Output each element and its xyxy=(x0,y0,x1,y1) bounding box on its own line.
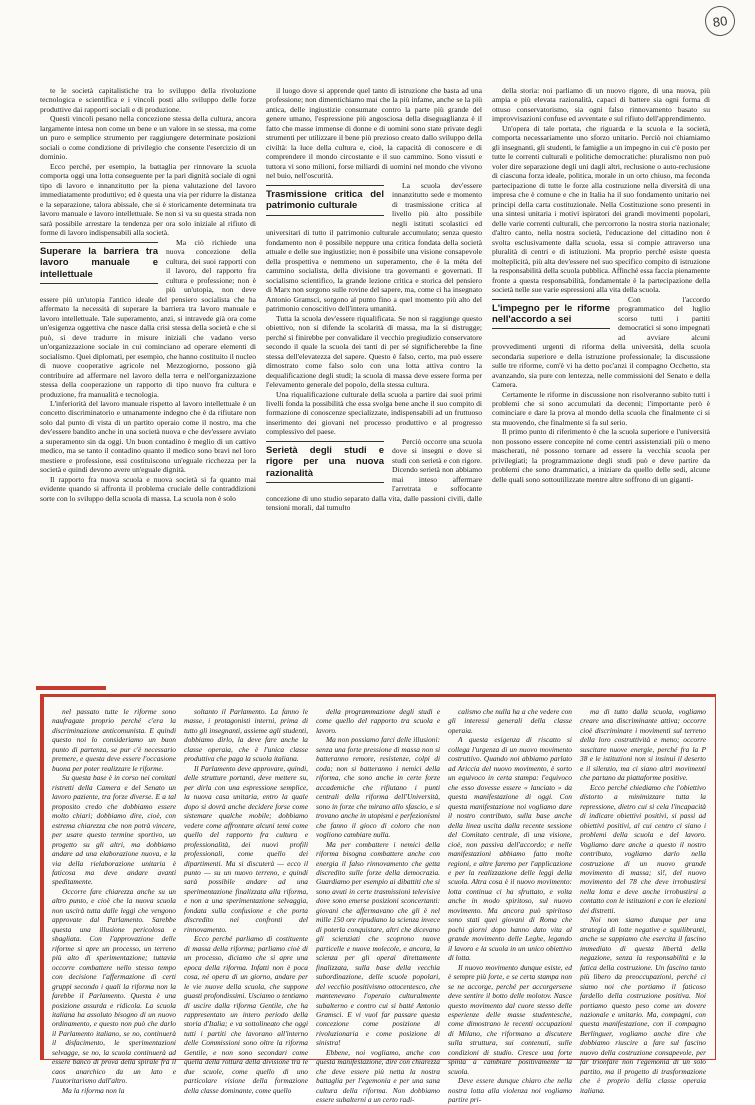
paragraph: Ecco perché, per esempio, la battaglia per rinnovare la scuola comporta oggi una lotta conseguente per la pari dignità sociale di ogni tipo di lavoro e innanzitutto per la piena valutazione del lavoro immediatamente produttivo; ed è questa una via per ridurre la distanza e la separazione, talora abissale, che si è storicamente determinata tra lavoro manuale e lavoro intellettuale. Se non si va su questa strada non sarà possibile arrestare la tendenza per ora solo iniziale al rifiuto di forme di lavoro indispensabili alla società. xyxy=(40,161,256,238)
paragraph: Occorre fare chiarezza anche su un altro punto, e cioè che la nuova scuola non uscirà tutta dalle leggi che vengono approvate dal Parlamento. Sarebbe questa una illusione pericolosa e sbagliata. Con l'approvazione delle riforme si apre un processo, un terreno più alto di sperimentazione; tuttavia occorre combattere nello stesso tempo con decisione l'affermazione di certi gruppi secondo i quali la riforma non la farebbe il Parlamento. Questa è una posizione assurda e ridicola. La scuola italiana ha assoluto bisogno di un nuovo ordinamento, e questo non può che darlo il Parlamento italiano, se no, continuerà il disfacimento, le sperimentazioni selvagge, se no, la scuola continuerà ad essere banco di prova della spirale fra il caos anarchico da un lato e l'autoritarismo dall'altro. xyxy=(52,886,176,1086)
paragraph: nel passato tutte le riforme sono naufragate proprio perché c'era la discriminazione anticomunista. E quindi questo noi lo consideriamo un buon punto di partenza, se pur c'è necessario premere, e questa deve essere l'occasione buona per poter realizzare le riforme. xyxy=(52,707,176,773)
paragraph: te le società capitalistiche tra lo sviluppo della rivoluzione tecnologica e scientifica e i vincoli posti allo sviluppo delle forze produttive dai rapporti sociali e di produzione. xyxy=(40,86,256,114)
paragraph: Il primo punto di riferimento è che la scuola superiore e l'università non possono essere concepite né come centri assistenziali più o meno mascherati, né possono tornare ad essere la vecchia scuola per privilegiati; la programmazione degli studi può e deve partire da problemi che sono drammatici, a iniziare da quello delle sedi, alcune delle quali sono sottoutilizzate mentre altre soffrono di un giganti- xyxy=(492,427,710,484)
paragraph: Il nuovo movimento dunque esiste, ed è sempre più forte, e se certa stampa non se ne accorge, perché per accorgersene deve sentire il botto delle molotov. Nasce questo movimento dal cuore stesso delle esperienze delle masse studentesche, come dimostrano le recenti occupazioni di Milano, che riformano a discutere sulla struttura, sui contenuti, sulle condizioni di studio. Cresce una forte spinta a cambiare positivamente la scuola. xyxy=(448,962,572,1076)
paragraph: Ma non possiamo farci delle illusioni: senza una forte pressione di massa non si batteranno remore, resistenze, colpi di coda; non si batteranno i nemici della riforma, che sono anche in certe forze accademiche che rifiutano i punti centrali della riforma dell'Università, sono in forze che mirano allo sfascio, e si trovano anche in utopismi e perfezionismi che fanno il gioco di coloro che non vogliono cambiare nulla. xyxy=(316,735,440,840)
paragraph: Ma la riforma non la xyxy=(62,1085,125,1095)
lower-column-2 xyxy=(184,707,308,1095)
paragraph: il luogo dove si apprende quel tanto di istruzione che basta ad una professione; non dimentichiamo mai che la più infame, anche se la più antica, delle ingiustizie consumate contro la parte più grande del genere umano, l'espressione più angosciosa della diseguaglianza è il fatto che masse immense di donne e di uomini sono state private degli strumenti per utilizzare il bene più prezioso creato dallo sviluppo della civiltà: la luce della cultura e, cioè, la capacità di conoscere e di comprendere il mondo circostante e il suo cammino. Sono vissuti e tuttora vi sono milioni, forse miliardi di uomini nel mondo che vivono nel buio, nell'oscurità. xyxy=(266,86,482,181)
paragraph: Ebbene, noi vogliamo, anche con questa manifestazione, dire con chiarezza che deve essere più netta la nostra battaglia per l'egemonia e per una sana cultura della riforma. Non dobbiamo essere subalterni a un certo radi- xyxy=(316,1047,440,1105)
paragraph: ma di tutto dalla scuola, vogliamo creare una discriminante attiva; occorre cioè discriminare i movimenti sul terreno della loro costruttività e meno; occorre suscitare nuove energie, perché fra la P 38 e le istituzioni non si insinui il deserto e il silenzio, ma ci siano altri movimenti che partano da piattaforme positive. xyxy=(580,707,706,783)
paragraph: Su questa base è in corso nei comitati ristretti della Camera e del Senato un lavoro paziente, tra forze diverse. E a tal proposito credo che dobbiamo essere molto chiari; dobbiamo dire, cioè, con estrema chiarezza che non potrà vincere, per usare questo termine sportivo, un progetto su gli altri, ma dobbiamo andare ad una elaborazione nuova, e la via della rielaborazione unitaria è faticosa ma deve andare avanti speditamente. xyxy=(52,773,176,887)
paragraph: Noi non siamo dunque per una strategia di lotte negative e squilibranti, anche se sappiamo che esercita il fascino immediato di questa libertà della negazione, senza la responsabilità e la fatica della costruzione. Un fascino tanto più libero da preoccupazioni, perché ci siamo noi che portiamo il faticoso fardello della costruzione positiva. Noi portiamo questo peso come un dovere nazionale e unitario. Ma, compagni, con questa manifestazione, con il compagno Berlinguer, vogliamo anche dire che dobbiamo riuscire a fare sul fascino nuovo della costruzione consapevole, per far trionfare non l'egemonia di un solo partito, ma il progetto di trasformazione che è proprio della classe operaia italiana. xyxy=(580,915,706,1095)
paragraph: Questi vincoli pesano nella concezione stessa della cultura, ancora largamente intesa non come un bene e un valore in se stessa, ma come un puro e semplice strumento per raggiungere determinate posizioni sociali o come condizione di privilegio che consente l'esercizio di un dominio. xyxy=(40,114,256,162)
paragraph: Certamente le riforme in discussione non risolveranno subito tutti i problemi che si sono accumulati da decenni; l'importante però è cominciare e dare la prova al mondo della scuola che finalmente ci si sta muovendo, che finalmente si fa sul serio. xyxy=(492,389,710,427)
paragraph: Ma ciò richiede una nuova concezione della cultura, dei suoi rapporti con il lavoro, del rapporto fra cultura e professione; non è più un'utopia, non deve essere più un'utopia l'antico ideale del pensiero socialista che ha affermato la necessità di superare la barriera tra lavoro manuale e lavoro intellettuale. Tale superamento, anzi, si intravede già ora come un'esigenza oggettiva che nasce dalla crisi stessa della società e che si può, si deve tradurre in misure iniziali che vadano verso un'organizzazione sociale in cui cominciano ad operare elementi di socialismo. Quei diplomati, per esempio, che hanno costituito il nucleo di nuove cooperative agricole nel Mezzogiorno, possono già contribuire ad affermare nel lavoro della terra e nell'organizzazione stessa della cooperazione un rapporto di tipo nuovo fra cultura e produzione, fra manualità e tecnologia. xyxy=(40,237,256,399)
red-accent-bar xyxy=(36,686,106,690)
paragraph: Il Parlamento deve approvare, quindi, delle strutture portanti, deve mettere su, per dirla con una espressione semplice, la nuova casa unitaria, entro la quale dopo si dovrà anche decidere forse come sistemare qualche mobile; dobbiamo vedere come affrontare alcuni temi come quello del rapporto fra cultura e professionalità, dei nuovi profili professionali, come quello dei dipartimenti. Ma si discuterà — ecco il punto — su un nuovo terreno, e quindi sarà possibile andare ad una sperimentazione finalizzata alla riforma, e non a una sperimentazione selvaggia, fondata sulla confusione e che porta discredito nei confronti del rinnovamento. xyxy=(184,763,308,934)
boxed-speech-section xyxy=(40,694,716,1105)
paragraph: Con l'accordo programmatico del luglio scorso tutti i partiti democratici si sono impegnati ad avviare alcuni provvedimenti urgenti di riforma della università, della scuola secondaria superiore e della istruzione professionale; la discussione sulle tre riforme, com'è vi ha detto poc'anzi il compagno Occhetto, sta avanzando, sia pure con lentezza, nelle commissioni del Senato e della Camera. xyxy=(492,294,710,390)
paragraph: Un'opera di tale portata, che riguarda e la scuola e la società, comporta necessariamente uno sforzo unitario. Perciò noi chiamiamo gli insegnanti, gli studenti, le famiglie a un impegno in cui c'è posto per tutte le correnti culturali e politiche democratiche: pluralismo non può voler dire separazione degli uni dagli altri, reclusione o auto-reclusione di ciascuna forza ideale, politica, morale in un orto chiuso, ma feconda partecipazione di tutte le forze alla costruzione nella diversità di una impresa che è comune e che in Italia ha il suo fondamento unitario nei principi della carta costituzionale. Nella Costituzione sono presenti in una sintesi unitaria i motivi ispiratori dei grandi movimenti popolari, delle varie correnti culturali, che percorrono la nostra storia nazionale; d'altro canto, nella nostra società, l'educazione del cittadino non è svolta esclusivamente dalla scuola, essa si compie attraverso una pluralità di centri e di istituzioni. Ma proprio perché esiste questa molteplicità, più alta dev'essere nel suo specifico compito di istruzione la responsabilità della scuola pubblica. Affinché essa faccia pienamente fronte a questa responsabilità, fondamentale è la partecipazione della società nelle sue varie espressioni alla vita della scuola. xyxy=(492,123,710,295)
column-2 xyxy=(266,86,482,684)
subheading-manual-intellectual: Superare la barriera tra lavoro manuale e intellettuale xyxy=(40,242,158,284)
paragraph: soltanto il Parlamento. La fanno le masse, i protagonisti interni, prima di tutto gli insegnanti, assieme agli studenti, dobbiamo dirlo, la deve fare anche la classe operaia, che è l'unica classe produttiva che paga la scuola italiana. xyxy=(184,707,308,764)
paragraph: La scuola dev'essere innanzitutto sede e momento di trasmissione critica al livello più alto possibile negli istituti scolastici ed universitari di tutto il patrimonio culturale accumulato; senza questo fondamento non è possibile neppure una critica fondata della società attuale e delle sue ingiustizie; non è possibile una visione consapevole della prospettiva e nemmeno un superamento, che è la méta del cammino socialista, della divisione tra governanti e governati. Il socialismo scientifico, la grande lezione critica e storica del pensiero di Marx non sorgono sulle rovine del sapere, ma, come ci ha insegnato Antonio Gramsci, sorgono al punto fino a quel momento più alto del patrimonio conoscitivo dell'intera umanità. xyxy=(266,180,482,314)
paragraph: della storia: noi parliamo di un nuovo rigore, di una nuova, più ampia e più elevata razionalità, capaci di battere sia ogni forma di ottuso conservatorismo, sia ogni falso rinnovamento basato su improvvisazioni confuse ed avventate e sul rifiuto dell'apprendimento. xyxy=(492,86,710,124)
paragraph: Tutta la scuola dev'essere riqualificata. Se non si raggiunge questo obiettivo, non si difende la scolarità di massa, ma la si distrugge; perché si finirebbe per convalidare il vecchio pregiudizio conservatore secondo il quale la scuola dei tanti di per sé significherebbe la fine stessa dell'elevatezza del sapere. Questo è falso, certo, ma può essere dimostrato come falso solo con una lotta attiva contro la dequalificazione degli studi; la scuola di massa deve essere forma per l'elevamento generale del popolo, della stessa cultura. xyxy=(266,313,482,390)
paragraph: L'inferiorità del lavoro manuale rispetto al lavoro intellettuale è un concetto discriminatorio e umanamente indegno che è da rifiutare non solo dal punto di vista di un partito operaio come il nostro, ma che dev'essere bandito anche in una società nuova e che dev'essere avviato a superamento sin da oggi. Un buon contadino è meglio di un cattivo medico, ma se tanto il contadino quanto il medico sono bravi nel loro mestiere e professione, essi costituiscono un'eguale ricchezza per la società e quindi devono avere un'eguale dignità. xyxy=(40,398,256,475)
paragraph: Il rapporto fra nuova scuola e nuova società si fa quanto mai evidente quando si affronta il problema cruciale delle contraddizioni sorte con lo sviluppo della scuola di massa. La scuola non è solo xyxy=(40,474,256,503)
paragraph: A questa esigenza di riscatto si collega l'urgenza di un nuovo movimento costruttivo. Quando noi abbiamo parlato ad Ariccia del nuovo movimento, è sorto un equivoco in certa stampa: l'equivoco che esso dovesse essere « lanciato » da questa manifestazione di oggi. Con questa manifestazione noi vogliamo dare il nostro contributo, sulla base anche della linea uscita dalla recente sessione del Comitato centrale, di una visione, cioè, non passiva dell'accordo; e nelle manifestazioni abbiamo fatto molte regioni, e altre faremo per l'applicazione e per la realizzazione delle leggi della scuola. Altra cosa è il nuovo movimento: lotta continua ci ha sfruttato, e volta anche in modo spiritoso, sul nuovo movimento. Ma ancora può spiritoso sono stati quei giovani di Roma che pochi giorni dopo hanno dato vita al grande movimento delle Leghe, legando il lavoro e la scuola in un unico obiettivo di lotta. xyxy=(448,735,572,963)
column-3 xyxy=(492,86,710,684)
paragraph: Deve essere dunque chiaro che nella nostra lotta alla violenza noi vogliamo partire pri- xyxy=(448,1076,572,1105)
col1-paragraphs xyxy=(40,86,256,238)
paragraph: Perciò occorre una scuola dove si insegni e dove si studi con serietà e con rigore. Dicendo serietà non abbiamo mai inteso affermare l'arretrata e soffocante concezione di uno studio separato dalla vita, dalle passioni civili, dalle tensioni morali, dal tumulto xyxy=(266,436,482,513)
paragraph: della programmazione degli studi e come quello del rapporto tra scuola e lavoro. xyxy=(316,707,440,735)
lower-column-4 xyxy=(448,707,572,1105)
subheading-study-rigor: Serietà degli studi e rigore per una nuova razionalità xyxy=(266,441,384,483)
paragraph: Ecco perché parliamo di costituente di massa della riforma; parliamo cioè di un processo, diciamo che si apre una epoca della riforma. Infatti non è poca cosa, né opera di un giorno, andare per le vie nuove della scuola, che suppone guasti profondissimi. Usciamo o tentiamo di uscire dalla riforma Gentile, che ha rappresentato un intero periodo della storia d'Italia; e va sottolineato che oggi tutti i partiti che lavorano all'interno delle Commissioni sono oltre la riforma Gentile, e non sono secondari come quella della rottura della divisione tra le due scuole, come quello di uno particolare visione della formazione della classe dominante, come quello xyxy=(184,934,308,1095)
paragraph: Ma per combattere i nemici della riforma bisogna combattere anche con energia il falso rinnovamento che getta discredito sulle forze della democrazia. Guardiamo per esempio ai dibattiti che si sono avuti in certe trasmissioni televisive dove sono emerse posizioni sconcertanti: giovani che affermavano che gli è nel mille 150 ore ripudiano la scienza invece di poterla conquistare, altri che dicevano gli scienziati che scoprono nuove particelle e nuove molecole, e ancora, la scienza per gli operai direttamente finalizzata, sulla base della vecchia subordinazione, delle scuole popolari, del vecchio positivismo ottocentesco, che mantenevano l'operaio culturalmente subalterno e contro cui si batté Antonio Gramsci. E vi vuol far passare questa concezione come posizione di rivoluzionaria e come posizione di sinistra! xyxy=(316,839,440,1048)
lower-column-3 xyxy=(316,707,440,1105)
paragraph: Ecco perché chiediamo che l'obiettivo distorto a minimizzare tutta la repressione, dietro cui si cela l'incapacità di indicare obiettivi positivi, si passi ad obiettivi positivi, al cui centro ci siano i problemi della scuola e del lavoro. Vogliamo dare anche a questo il nostro contributo, vogliamo darlo nella costruzione di un nuovo grande movimento di massa; sì!, del nuovo movimento del 78 che deve irrobustirsi nella lotta e deve anche irrobustirsi a contatto con le istituzioni e con le elezioni dei distretti. xyxy=(580,782,706,915)
subheading-cultural-heritage: Trasmissione critica del patrimonio culturale xyxy=(266,185,384,216)
paragraph: calismo che nulla ha a che vedere con gli interessi generali della classe operaia. xyxy=(448,707,572,735)
lower-column-1 xyxy=(52,707,176,1095)
paragraph: Una riqualificazione culturale della scuola a partire dai suoi primi livelli fonda la possibilità che essa svolga bene anche il suo compito di formazione di conoscenze specializzate, indispensabili ad un fruttuoso inserimento dei giovani nel processo produttivo e al progresso complessivo del paese. xyxy=(266,389,482,437)
subheading-reforms-agreement: L'impegno per le riforme nell'accordo a sei xyxy=(492,299,610,330)
column-1 xyxy=(40,86,256,684)
page-number: 80 xyxy=(703,4,737,38)
lower-column-5 xyxy=(580,707,706,1095)
